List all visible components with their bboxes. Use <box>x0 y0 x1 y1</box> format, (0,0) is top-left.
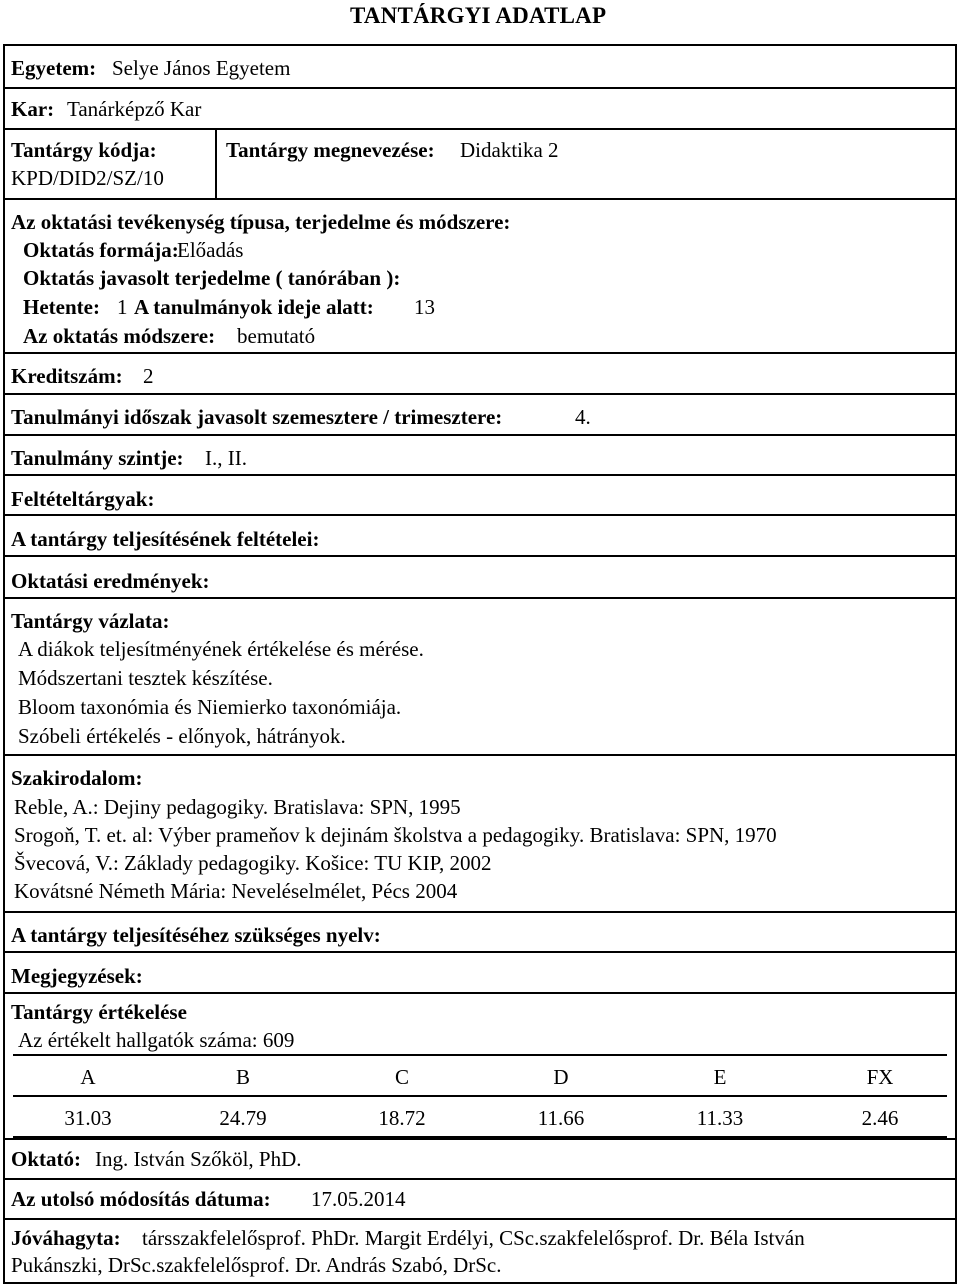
approved-label: Jóváhagyta: <box>11 1226 121 1250</box>
outcomes-label: Oktatási eredmények: <box>11 569 210 593</box>
completion-label: A tantárgy teljesítésének feltételei: <box>11 527 320 551</box>
form-value: Előadás <box>177 238 244 262</box>
weekly-label: Hetente: <box>23 295 100 319</box>
literature-label: Szakirodalom: <box>11 766 143 790</box>
method-value: bemutató <box>237 324 316 348</box>
semester-value: 4. <box>575 405 591 429</box>
document-title: TANTÁRGYI ADATLAP <box>350 3 607 28</box>
grade-table-top-line <box>13 1054 947 1056</box>
credits-label: Kreditszám: <box>11 364 123 388</box>
outline-item: A diákok teljesítményének értékelése és mérése. <box>18 637 424 661</box>
subject-code-value: KPD/DID2/SZ/10 <box>11 166 164 190</box>
notes-label: Megjegyzések: <box>11 964 143 988</box>
semester-label: Tanulmányi időszak javasolt szemesztere / trimesztere: <box>11 405 503 429</box>
subject-name-value: Didaktika 2 <box>460 138 559 162</box>
method-label: Az oktatás módszere: <box>23 324 216 348</box>
completion-row <box>5 514 955 555</box>
grade-header-fx: FX <box>866 1065 894 1089</box>
subject-name-label: Tantárgy megnevezése: <box>226 138 435 162</box>
evaluation-row <box>5 992 955 1138</box>
grade-table <box>5 1054 955 1138</box>
lecturer-value: Ing. István Szőköl, PhD. <box>95 1147 302 1171</box>
approved-line2: Pukánszki, DrSc.szakfelelősprof. Dr. András Szabó, DrSc. <box>11 1253 502 1277</box>
modified-row <box>5 1178 955 1218</box>
weekly-value: 1 <box>117 295 128 319</box>
outline-row <box>5 597 955 754</box>
faculty-value: Tanárképző Kar <box>67 97 202 121</box>
university-value: Selye János Egyetem <box>112 56 291 80</box>
grade-header-b: B <box>235 1065 250 1089</box>
grade-value-fx: 2.46 <box>861 1106 899 1130</box>
credits-row <box>5 352 955 393</box>
approved-row <box>5 1218 955 1282</box>
lecturer-label: Oktató: <box>11 1147 81 1171</box>
grade-value-d: 11.66 <box>537 1106 585 1130</box>
grade-value-c: 18.72 <box>378 1106 426 1130</box>
level-row <box>5 434 955 474</box>
activity-heading: Az oktatási tevékenység típusa, terjedelme és módszere: <box>11 210 511 234</box>
scope-label: Oktatás javasolt terjedelme ( tanórában ): <box>23 266 401 290</box>
grade-table-mid-line <box>13 1095 947 1097</box>
faculty-label: Kar: <box>11 97 55 121</box>
subject-code-label: Tantárgy kódja: <box>11 138 157 162</box>
prerequisites-row <box>5 474 955 514</box>
lecturer-row <box>5 1138 955 1178</box>
evaluation-count: Az értékelt hallgatók száma: 609 <box>18 1028 295 1052</box>
grade-header-e: E <box>713 1065 727 1089</box>
literature-item: Kovátsné Németh Mária: Neveléselmélet, Pécs 2004 <box>14 879 458 903</box>
language-label: A tantárgy teljesítéséhez szükséges nyelv: <box>11 923 381 947</box>
total-value: 13 <box>414 295 435 319</box>
activity-row <box>5 198 955 352</box>
grade-header-d: D <box>553 1065 569 1089</box>
literature-item: Srogoň, T. et. al: Výber prameňov k dejinám školstva a pedagogiky. Bratislava: SPN, 1970 <box>14 823 777 847</box>
outline-label: Tantárgy vázlata: <box>11 609 170 633</box>
modified-label: Az utolsó módosítás dátuma: <box>11 1187 271 1211</box>
grade-value-b: 24.79 <box>219 1106 267 1130</box>
outline-item: Bloom taxonómia és Niemierko taxonómiája. <box>18 695 402 719</box>
credits-value: 2 <box>143 364 154 388</box>
literature-item: Reble, A.: Dejiny pedagogiky. Bratislava: SPN, 1995 <box>14 795 461 819</box>
form-label: Oktatás formája: <box>23 238 179 262</box>
faculty-row <box>5 87 955 128</box>
university-label: Egyetem: <box>11 56 97 80</box>
subject-row <box>5 128 955 198</box>
data-sheet-frame <box>3 44 957 1284</box>
language-row <box>5 911 955 951</box>
total-label: A tanulmányok ideje alatt: <box>134 295 374 319</box>
evaluation-label: Tantárgy értékelése <box>11 1000 187 1024</box>
grade-header-c: C <box>394 1065 409 1089</box>
grade-header-a: A <box>80 1065 96 1089</box>
notes-row <box>5 951 955 992</box>
university-row <box>5 46 955 87</box>
outline-item: Módszertani tesztek készítése. <box>18 666 273 690</box>
subject-row-divider <box>215 130 217 198</box>
semester-row <box>5 393 955 434</box>
level-value: I., II. <box>205 446 247 470</box>
grade-value-a: 31.03 <box>64 1106 112 1130</box>
approved-line1: társszakfelelősprof. PhDr. Margit Erdélyi, CSc.szakfelelősprof. Dr. Béla István <box>142 1226 805 1250</box>
outcomes-row <box>5 555 955 597</box>
prerequisites-label: Feltételtárgyak: <box>11 487 155 511</box>
literature-row <box>5 754 955 911</box>
grade-value-e: 11.33 <box>696 1106 744 1130</box>
outline-item: Szóbeli értékelés - előnyok, hátrányok. <box>18 724 346 748</box>
literature-item: Švecová, V.: Základy pedagogiky. Košice: TU KIP, 2002 <box>14 851 492 875</box>
modified-value: 17.05.2014 <box>311 1187 406 1211</box>
level-label: Tanulmány szintje: <box>11 446 184 470</box>
